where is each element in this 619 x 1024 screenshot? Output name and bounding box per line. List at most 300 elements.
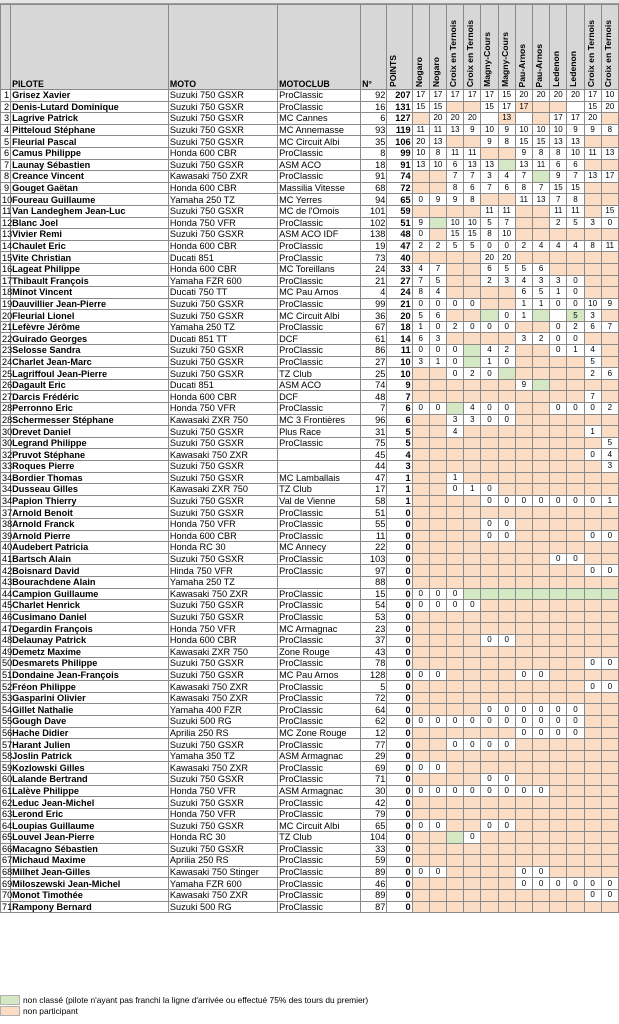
race-result-cell [515,820,532,832]
points-header: POINTS [387,5,412,90]
race-result-cell [481,727,498,739]
race-result-cell [498,391,515,403]
points-cell: 3 [387,461,412,473]
legend-non-classe [0,994,619,1005]
race-result-cell [550,449,567,461]
race-result-cell [447,634,464,646]
number-cell: 67 [361,321,387,333]
race-result-cell: 0 [447,785,464,797]
rank-cell: 27 [2,391,13,402]
race-result-cell [584,414,601,426]
pilote-cell: Kozlowski Gilles [11,762,169,774]
pilote-cell: Minot Vincent [11,287,169,299]
rank-cell: 5 [1,136,11,148]
race-result-cell: 1 [464,484,481,496]
race-result-cell: 6 [550,159,567,171]
race-result-cell: 0 [481,403,498,415]
race-result-cell [481,588,498,600]
header-row [1,5,619,90]
race-result-cell [498,298,515,310]
race-result-cell: 1 [412,321,429,333]
moto-cell: Yamaha FZR 600 [168,878,277,890]
rank-cell: 54 [2,704,13,715]
race-result-cell: 0 [429,588,446,600]
table-row [1,855,619,867]
race-header: Croix en Ternois [464,5,481,90]
race-result-cell [429,379,446,391]
race-result-cell [464,843,481,855]
race-result-cell [498,437,515,449]
race-result-cell [447,403,464,415]
race-result-cell [515,588,532,600]
race-result-cell: 0 [412,866,429,878]
race-result-cell [412,426,429,438]
rank-cell: 44 [2,588,13,599]
points-cell: 0 [387,750,412,762]
race-result-cell [532,553,549,565]
number-cell: 62 [361,716,387,728]
race-result-cell [447,205,464,217]
table-row [1,414,619,426]
race-result-cell [532,356,549,368]
moto-cell: Suzuki 750 GSXR [168,669,277,681]
race-result-cell [498,843,515,855]
race-result-cell [412,739,429,751]
race-result-cell [464,437,481,449]
race-result-cell [584,669,601,681]
motoclub-cell: ProClassic [278,739,361,751]
race-result-cell [447,646,464,658]
race-result-cell [515,832,532,844]
race-result-cell [601,866,618,878]
pilote-cell: Lagriffoul Jean-Pierre [11,368,169,380]
race-result-cell [464,136,481,148]
number-cell: 128 [361,669,387,681]
table-row [1,565,619,577]
rank-cell: 63 [2,809,13,820]
race-result-cell [498,658,515,670]
legend [0,994,619,1016]
race-result-cell [567,623,584,635]
rank-cell: 28 [2,414,13,425]
moto-cell: Kawasaki 750 ZXR [168,889,277,901]
race-result-cell [464,553,481,565]
race-result-cell: 0 [601,878,618,890]
race-result-cell: 13 [532,194,549,206]
race-result-cell [464,310,481,322]
race-result-cell: 0 [498,495,515,507]
race-result-cell [481,681,498,693]
race-result-cell: 2 [567,321,584,333]
race-result-cell [515,611,532,623]
race-result-cell [532,530,549,542]
race-result-cell [601,727,618,739]
race-result-cell: 0 [515,669,532,681]
points-cell: 0 [387,588,412,600]
race-result-cell: 0 [447,588,464,600]
race-result-cell [429,414,446,426]
race-result-cell: 8 [481,229,498,241]
race-result-cell [498,472,515,484]
race-result-cell: 0 [532,878,549,890]
race-result-cell [412,437,429,449]
rank-cell: 50 [2,658,13,669]
race-result-cell: 13 [550,136,567,148]
race-result-cell [550,681,567,693]
points-cell: 59 [387,205,412,217]
table-row [1,113,619,125]
table-row [1,600,619,612]
rank-cell: 52 [2,681,13,692]
motoclub-cell: ProClassic [278,692,361,704]
race-result-cell [567,472,584,484]
race-result-cell [567,588,584,600]
number-cell: 44 [361,461,387,473]
race-result-cell [429,634,446,646]
pilote-cell: Macagno Sébastien [11,843,169,855]
race-result-cell: 9 [515,147,532,159]
race-result-cell [550,518,567,530]
pilote-cell: Gillet Nathalie [11,704,169,716]
race-result-cell [515,321,532,333]
race-result-cell [567,414,584,426]
race-result-cell: 0 [601,889,618,901]
table-row [1,588,619,600]
race-result-cell [601,785,618,797]
points-cell: 5 [387,426,412,438]
race-result-cell [550,576,567,588]
race-result-cell: 0 [464,321,481,333]
race-result-cell: 0 [584,565,601,577]
race-result-cell [412,832,429,844]
race-result-cell [567,646,584,658]
race-result-cell [532,855,549,867]
race-header: Pau-Arnos [532,5,549,90]
race-result-cell [464,658,481,670]
number-cell: 33 [361,843,387,855]
race-result-cell [550,391,567,403]
motoclub-cell [278,461,361,473]
points-cell: 7 [387,391,412,403]
race-result-cell: 8 [515,182,532,194]
race-result-cell [601,808,618,820]
race-result-cell [532,321,549,333]
moto-cell: Suzuki 750 GSXR [168,472,277,484]
race-result-cell: 4 [464,403,481,415]
race-result-cell [550,889,567,901]
race-result-cell: 9 [447,194,464,206]
moto-cell: Suzuki 750 GSXR [168,310,277,322]
race-result-cell: 9 [481,136,498,148]
number-cell: 68 [361,182,387,194]
rank-cell: 45 [2,600,13,611]
race-result-cell [532,484,549,496]
race-result-cell [447,379,464,391]
race-result-cell: 0 [601,217,618,229]
race-result-cell [429,692,446,704]
moto-cell: Honda 600 CBR [168,391,277,403]
moto-cell: Honda 750 VFR [168,518,277,530]
points-cell: 48 [387,229,412,241]
rank-cell: 38 [2,519,13,530]
number-cell: 8 [361,147,387,159]
number-cell: 74 [361,379,387,391]
motoclub-cell: TZ Club [278,484,361,496]
race-result-cell: 20 [429,113,446,125]
race-result-cell: 0 [498,310,515,322]
race-result-cell [601,391,618,403]
non-classe-swatch [0,995,20,1005]
race-result-cell: 13 [515,159,532,171]
race-result-cell [447,275,464,287]
race-result-cell [567,530,584,542]
number-cell: 37 [361,634,387,646]
pilote-cell: Dondaine Jean-François [11,669,169,681]
race-result-cell [532,576,549,588]
moto-cell: Yamaha 250 TZ [168,194,277,206]
points-cell: 11 [387,345,412,357]
race-result-cell: 0 [464,739,481,751]
race-result-cell [429,750,446,762]
race-result-cell [532,681,549,693]
race-result-cell [532,623,549,635]
race-result-cell [429,832,446,844]
race-result-cell [481,750,498,762]
points-cell: 91 [387,159,412,171]
moto-cell: Honda 600 CBR [168,182,277,194]
race-result-cell: 0 [429,785,446,797]
points-cell: 106 [387,136,412,148]
race-result-cell [515,461,532,473]
race-result-cell [447,797,464,809]
race-result-cell: 0 [464,785,481,797]
rank-cell: 43 [2,577,13,588]
motoclub-cell: ProClassic [278,530,361,542]
table-row [1,275,619,287]
race-result-cell: 15 [481,101,498,113]
race-result-cell [584,808,601,820]
race-result-cell [447,692,464,704]
race-result-cell: 4 [567,240,584,252]
race-result-cell: 8 [412,287,429,299]
pilote-cell: Campion Guillaume [11,588,169,600]
motoclub-cell: ProClassic [278,437,361,449]
race-result-cell: 20 [498,252,515,264]
race-result-cell [601,739,618,751]
table-row [1,205,619,217]
race-result-cell: 6 [481,263,498,275]
motoclub-cell: ProClassic [278,681,361,693]
race-result-cell: 0 [447,484,464,496]
motoclub-cell: ProClassic [278,658,361,670]
race-result-cell [429,727,446,739]
race-result-cell: 13 [429,136,446,148]
race-result-cell [412,843,429,855]
motoclub-cell: MC Zone Rouge [278,727,361,739]
race-result-cell [412,797,429,809]
race-result-cell [464,681,481,693]
race-result-cell [447,576,464,588]
race-result-cell [464,623,481,635]
race-result-cell [601,136,618,148]
number-cell: 69 [361,762,387,774]
race-result-cell: 1 [584,426,601,438]
race-result-cell: 7 [429,263,446,275]
table-row [1,669,619,681]
race-result-cell [515,692,532,704]
race-result-cell: 0 [429,866,446,878]
race-result-cell: 6 [447,159,464,171]
race-result-cell [412,553,429,565]
points-cell: 0 [387,507,412,519]
race-result-cell: 7 [464,171,481,183]
race-result-cell: 20 [515,90,532,102]
number-cell: 78 [361,658,387,670]
table-row [1,878,619,890]
race-result-cell [550,437,567,449]
race-result-cell [515,229,532,241]
race-result-cell: 2 [429,240,446,252]
race-result-cell [429,774,446,786]
table-row [1,576,619,588]
race-result-cell: 2 [412,240,429,252]
race-result-cell: 0 [447,356,464,368]
moto-cell: Honda 750 VFR [168,808,277,820]
race-result-cell [498,762,515,774]
race-result-cell [567,762,584,774]
race-result-cell [601,229,618,241]
race-result-cell: 10 [567,147,584,159]
race-result-cell [532,832,549,844]
rank-cell: 46 [2,612,13,623]
race-result-cell [584,333,601,345]
table-row [1,646,619,658]
race-result-cell [550,379,567,391]
race-result-cell: 0 [550,321,567,333]
table-row [1,808,619,820]
race-result-cell [584,634,601,646]
race-result-cell: 0 [412,762,429,774]
race-result-cell [601,379,618,391]
race-result-cell: 6 [498,182,515,194]
moto-cell: Kawasaki 750 ZXR [168,762,277,774]
race-result-cell: 0 [412,820,429,832]
race-result-cell [481,600,498,612]
race-result-cell [584,692,601,704]
race-result-cell [498,901,515,913]
pilote-cell: Drevet Daniel [11,426,169,438]
number-cell: 6 [361,113,387,125]
race-result-cell [481,623,498,635]
race-result-cell [584,437,601,449]
race-result-cell: 0 [498,414,515,426]
race-result-cell: 17 [584,90,601,102]
table-row [1,681,619,693]
race-result-cell: 0 [447,298,464,310]
race-result-cell: 7 [481,182,498,194]
race-result-cell [550,263,567,275]
race-result-cell [464,878,481,890]
race-result-cell [481,449,498,461]
race-result-cell [464,287,481,299]
race-result-cell: 5 [601,437,618,449]
race-result-cell [498,449,515,461]
race-result-cell [515,426,532,438]
race-header: Croix en Ternois [601,5,618,90]
race-result-cell: 5 [498,263,515,275]
race-result-cell [412,461,429,473]
points-cell: 0 [387,518,412,530]
standings-body [1,90,619,913]
race-result-cell: 6 [584,321,601,333]
race-result-cell: 0 [429,716,446,728]
points-cell: 9 [387,379,412,391]
race-result-cell: 1 [567,345,584,357]
race-result-cell [532,403,549,415]
race-result-cell: 1 [429,356,446,368]
motoclub-cell: TZ Club [278,832,361,844]
race-result-cell [447,704,464,716]
race-result-cell [464,727,481,739]
moto-cell: Kawasaki ZXR 750 [168,484,277,496]
race-result-cell: 3 [584,310,601,322]
race-result-cell [515,739,532,751]
race-result-cell [498,147,515,159]
race-result-cell [498,832,515,844]
race-result-cell: 0 [429,321,446,333]
race-result-cell: 0 [584,681,601,693]
race-result-cell [601,426,618,438]
race-result-cell [481,797,498,809]
race-result-cell: 11 [532,159,549,171]
race-result-cell [532,565,549,577]
race-result-cell: 0 [584,878,601,890]
number-cell: 79 [361,808,387,820]
moto-cell: Suzuki 750 GSXR [168,658,277,670]
race-result-cell: 1 [481,356,498,368]
race-result-cell [567,356,584,368]
race-result-cell [550,623,567,635]
race-result-cell: 8 [447,182,464,194]
table-row [1,159,619,171]
race-result-cell [515,542,532,554]
moto-cell: Suzuki 750 GSXR [168,205,277,217]
moto-cell: Suzuki 750 GSXR [168,229,277,241]
moto-cell: Suzuki 750 GSXR [168,159,277,171]
race-result-cell [584,855,601,867]
rank-cell: 17 [2,275,13,286]
race-result-cell [498,542,515,554]
race-result-cell [464,495,481,507]
race-result-cell [584,136,601,148]
points-cell: 0 [387,808,412,820]
motoclub-cell: ProClassic [278,600,361,612]
race-result-cell: 0 [601,530,618,542]
moto-cell: Kawasaki ZXR 750 [168,646,277,658]
points-cell: 10 [387,356,412,368]
table-row [1,623,619,635]
pilote-cell: Van Landeghem Jean-Luc [11,205,169,217]
moto-cell: Suzuki 750 GSXR [168,820,277,832]
points-cell: 0 [387,658,412,670]
race-result-cell: 0 [601,658,618,670]
race-result-cell [550,611,567,623]
race-result-cell: 0 [429,403,446,415]
number-cell: 31 [361,426,387,438]
race-result-cell [429,855,446,867]
race-result-cell [412,542,429,554]
rank-cell: 34 [2,472,13,483]
